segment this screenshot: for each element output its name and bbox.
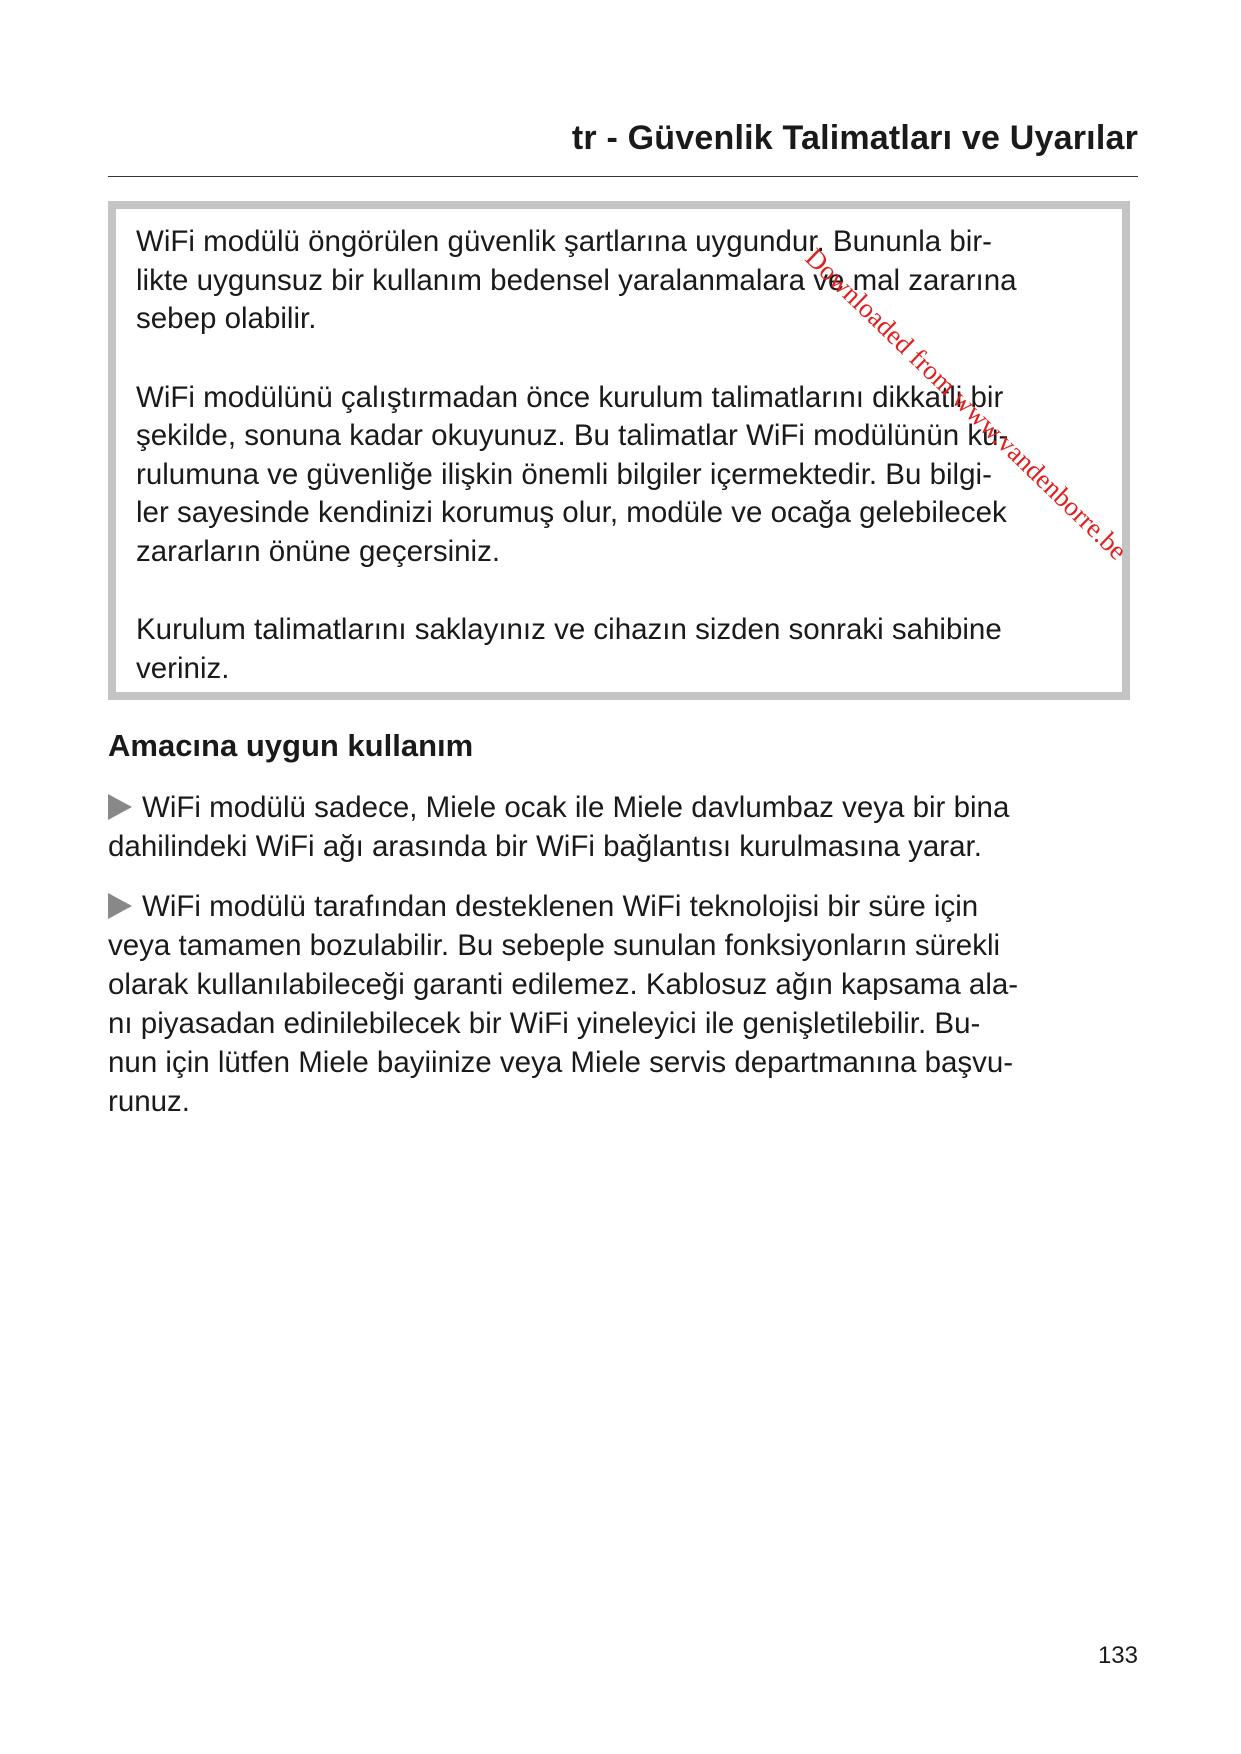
list-item-text: WiFi modülü tarafından desteklenen WiFi teknolojisi bir süre için veya tamamen bozulabilir. Bu sebeple sunulan fonksiyonların sürekli olarak kullanılabileceği garanti edilemez. Kablosuz ağın kapsama ala- nı piyasadan edinilebilecek bir WiFi yineleyici ile genişletilebilir. Bu- nun için lütfen Miele bayiinize veya Miele servis departmanına başvu- runuz.	[108, 890, 1019, 1118]
warning-paragraph: WiFi modülünü çalıştırmadan önce kurulum talimatlarını dikkatli bir şekilde, sonuna kadar okuyunuz. Bu talimatlar WiFi modülünün ku- rulumuna ve güvenliğe ilişkin önemli bilgiler içermektedir. Bu bilgi- ler sayesinde kendinizi korumuş olur, modüle ve ocağa gelebilecek zararların önüne geçersiniz.	[136, 380, 1009, 568]
page-header	[108, 118, 1138, 177]
section-heading: Amacına uygun kullanım	[108, 728, 474, 763]
warning-box	[108, 201, 1130, 700]
arrow-bullet-icon	[108, 794, 132, 820]
list-item	[108, 788, 1158, 866]
warning-paragraph: WiFi modülü öngörülen güvenlik şartlarına uygundur. Bununla bir- likte uygunsuz bir kullanım bedensel yaralanmalara ve mal zararına sebep olabilir.	[136, 225, 1017, 335]
page-number: 133	[1097, 1642, 1138, 1669]
warning-paragraph: Kurulum talimatlarını saklayınız ve cihazın sizden sonraki sahibine veriniz.	[136, 613, 1002, 685]
arrow-bullet-icon	[108, 893, 132, 919]
download-watermark: Downloaded from www.vandenborre.be	[799, 242, 1134, 566]
list-item	[108, 887, 1158, 1121]
page-title: tr - Güvenlik Talimatları ve Uyarılar	[571, 119, 1138, 157]
list-item-text: WiFi modülü sadece, Miele ocak ile Miele davlumbaz veya bir bina dahilindeki WiFi ağı arasında bir WiFi bağlantısı kurulmasına yarar.	[108, 791, 1010, 863]
